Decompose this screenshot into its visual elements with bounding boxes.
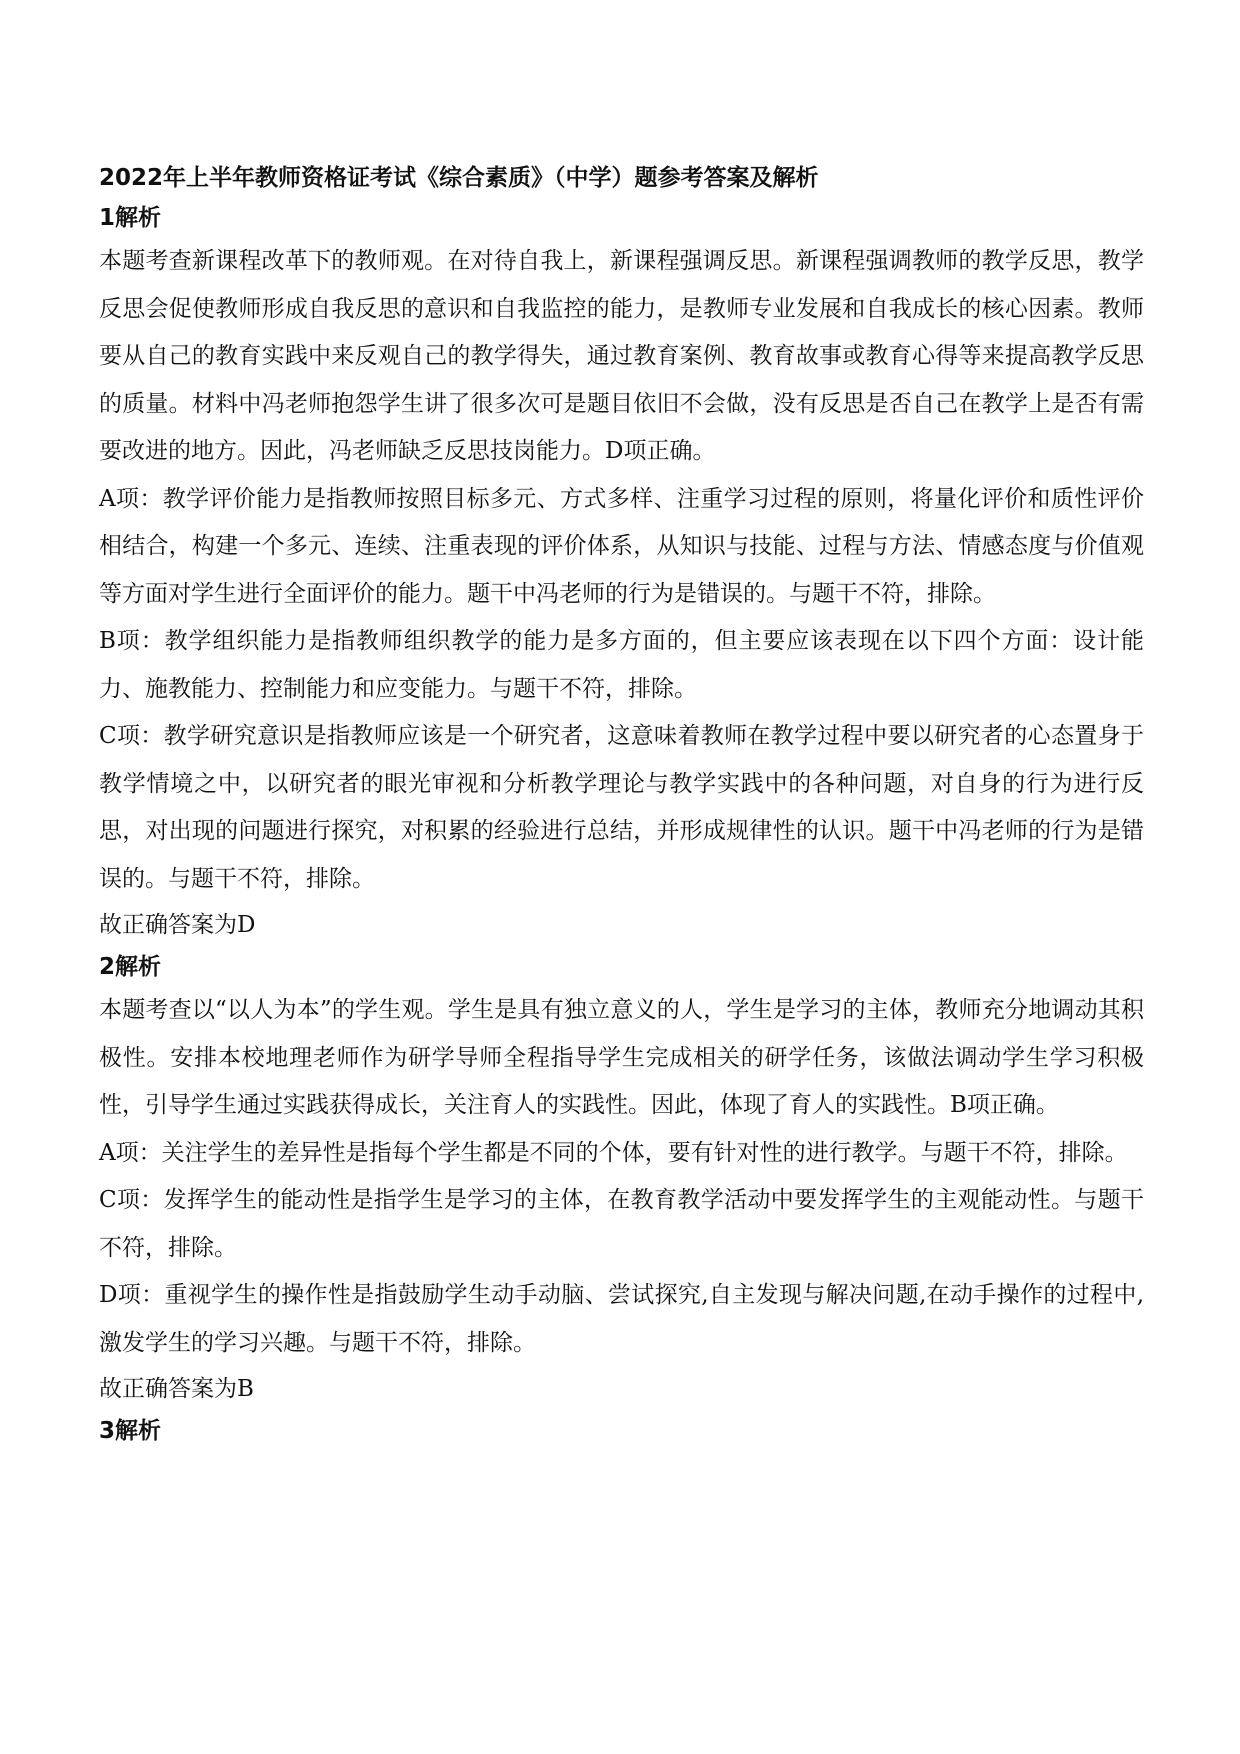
question-2-explanation: 本题考查以“以人为本”的学生观。学生是具有独立意义的人，学生是学习的主体，教师充分地调动其积极性。安排本校地理老师作为研学导师全程指导学生完成相关的研学任务，该做法调动学生学习积极性，引导学生通过实践获得成长，关注育人的实践性。因此，体现了育人的实践性。B项正确。 [99,997,1144,1118]
question-3-heading: 3解析 [99,1418,162,1444]
question-1-section [99,198,1144,947]
question-2-section [99,947,1144,1411]
question-2-option-d: D项：重视学生的操作性是指鼓励学生动手动脑、尝试探究,自主发现与解决问题,在动手操作的过程中,激发学生的学习兴趣。与题干不符，排除。 [99,1282,1144,1356]
question-1-option-b: B项：教学组织能力是指教师组织教学的能力是多方面的，但主要应该表现在以下四个方面：设计能力、施教能力、控制能力和应变能力。与题干不符，排除。 [99,628,1144,702]
question-2-option-c: C项：发挥学生的能动性是指学生是学习的主体，在教育教学活动中要发挥学生的主观能动性。与题干不符，排除。 [99,1187,1144,1261]
question-1-heading: 1解析 [99,205,162,231]
question-1-option-a: A项：教学评价能力是指教师按照目标多元、方式多样、注重学习过程的原则，将量化评价和质性评价相结合，构建一个多元、连续、注重表现的评价体系，从知识与技能、过程与方法、情感态度与价值观等方面对学生进行全面评价的能力。题干中冯老师的行为是错误的。与题干不符，排除。 [99,485,1144,607]
document-title: 2022年上半年教师资格证考试《综合素质》（中学）题参考答案及解析 [99,165,819,191]
document-page [99,158,1144,1451]
question-1-option-c: C项：教学研究意识是指教师应该是一个研究者，这意味着教师在教学过程中要以研究者的心态置身于教学情境之中，以研究者的眼光审视和分析教学理论与教学实践中的各种问题，对自身的行为进行反思，对出现的问题进行探究，对积累的经验进行总结，并形成规律性的认识。题干中冯老师的行为是错误的。与题干不符，排除。 [99,723,1144,892]
question-2-option-a: A项：关注学生的差异性是指每个学生都是不同的个体，要有针对性的进行教学。与题干不符，排除。 [99,1139,1128,1166]
question-3-section [99,1411,1144,1451]
question-2-heading: 2解析 [99,954,162,980]
question-1-answer: 故正确答案为D [99,912,256,938]
question-2-answer: 故正确答案为B [99,1376,254,1402]
question-1-explanation: 本题考查新课程改革下的教师观。在对待自我上，新课程强调反思。新课程强调教师的教学反思，教学反思会促使教师形成自我反思的意识和自我监控的能力，是教师专业发展和自我成长的核心因素。教师要从自己的教育实践中来反观自己的教学得失，通过教育案例、教育故事或教育心得等来提高教学反思的质量。材料中冯老师抱怨学生讲了很多次可是题目依旧不会做，没有反思是否自己在教学上是否有需要改进的地方。因此，冯老师缺乏反思技岗能力。D项正确。 [99,248,1144,464]
